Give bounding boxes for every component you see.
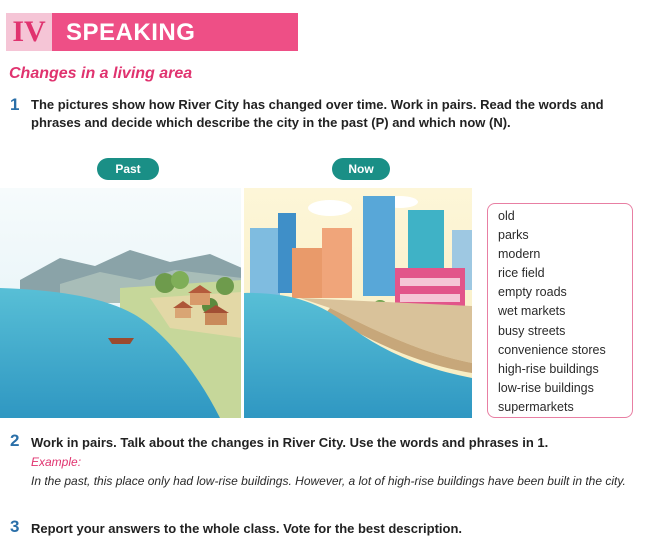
word-item: empty roads — [498, 285, 567, 300]
word-item: old — [498, 209, 515, 223]
river-city-illustration — [0, 188, 472, 418]
word-item: modern — [498, 247, 541, 262]
word-item: rice field — [498, 266, 545, 281]
picture-divider — [241, 188, 244, 418]
word-item: convenience stores — [498, 342, 606, 357]
word-item: low-rise buildings — [498, 380, 594, 395]
example-text: In the past, this place only had low-rise buildings. However, a lot of high-rise buildings have been built in the city. — [31, 474, 626, 488]
section-title: SPEAKING — [66, 19, 196, 46]
task-1-instruction: The pictures show how River City has changed over time. Work in pairs. Read the words and phrases and decide which describe the city in the past (P) and which now (N). — [31, 97, 604, 130]
section-number: IV — [12, 15, 46, 48]
word-item: parks — [498, 228, 529, 243]
task-2-number: 2 — [10, 431, 20, 450]
word-list-box — [487, 203, 633, 418]
lesson-subtitle: Changes in a living area — [9, 65, 193, 82]
task-3-number: 3 — [10, 517, 20, 536]
task-2-instruction: Work in pairs. Talk about the changes in River City. Use the words and phrases in 1. — [31, 435, 549, 450]
now-scene — [244, 188, 472, 418]
word-item: wet markets — [498, 304, 566, 319]
task-1-number: 1 — [10, 95, 20, 114]
task-3-instruction: Report your answers to the whole class. Vote for the best description. — [31, 521, 463, 536]
word-item: busy streets — [498, 323, 566, 338]
past-label: Past — [97, 158, 159, 180]
example-label: Example: — [31, 455, 82, 469]
now-label: Now — [332, 158, 390, 180]
word-item: high-rise buildings — [498, 361, 599, 376]
past-scene — [0, 188, 242, 418]
word-item: supermarkets — [498, 399, 574, 414]
